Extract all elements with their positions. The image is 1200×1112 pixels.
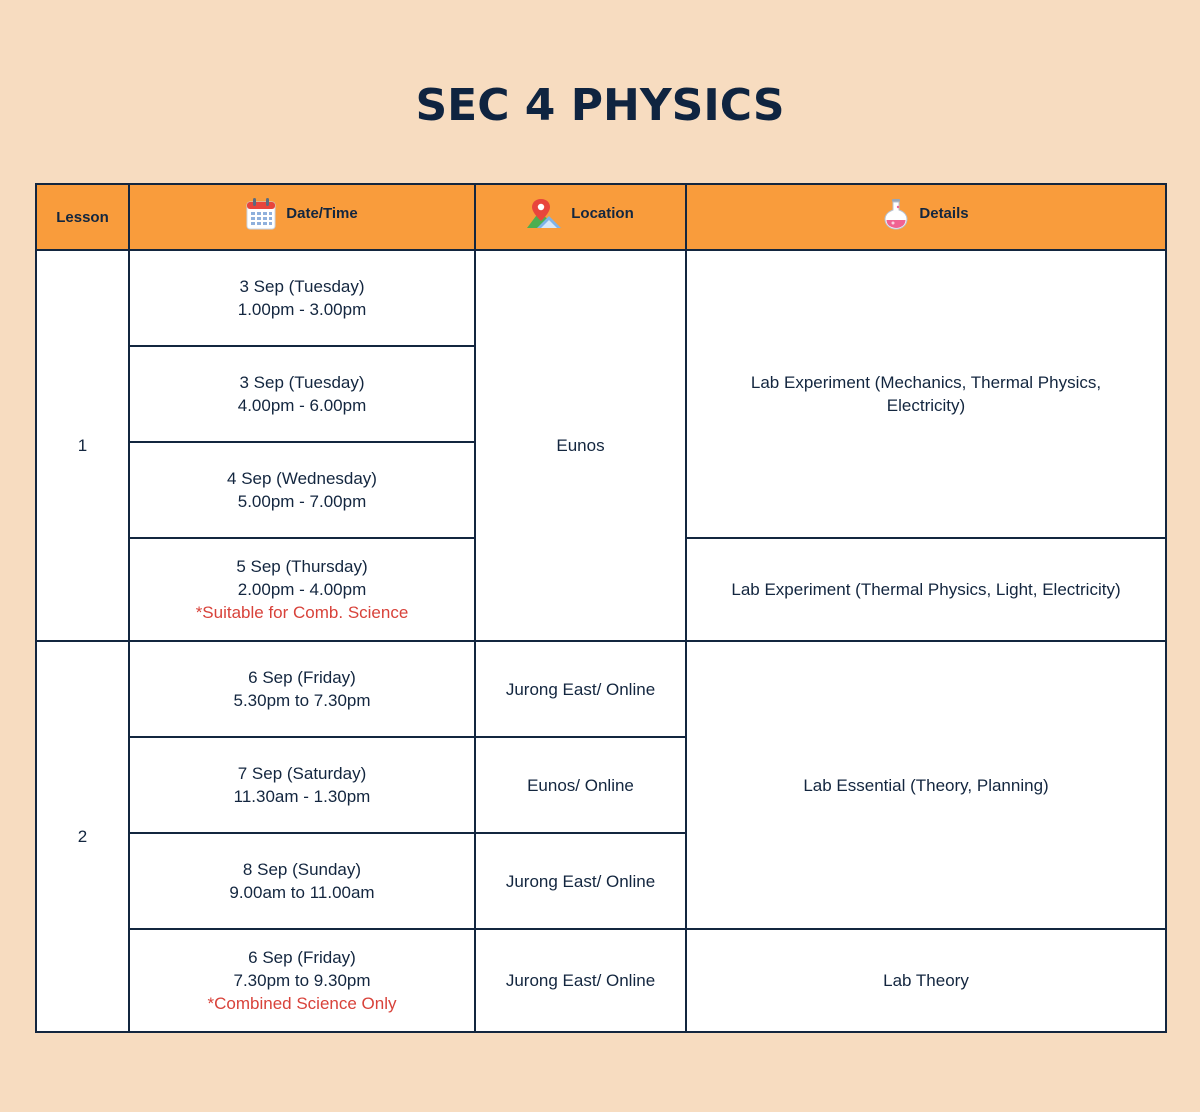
- session-location: Jurong East/ Online: [475, 641, 686, 737]
- header-lesson: [36, 184, 129, 250]
- session-date: 6 Sep (Friday): [248, 948, 356, 967]
- session-datetime: [129, 250, 475, 346]
- session-date: 5 Sep (Thursday): [236, 557, 368, 576]
- session-location: Jurong East/ Online: [475, 833, 686, 929]
- header-datetime-label: Date/Time: [286, 205, 358, 222]
- session-details: [686, 250, 1166, 538]
- session-datetime: [129, 346, 475, 442]
- session-date: 4 Sep (Wednesday): [227, 469, 377, 488]
- session-details: [686, 929, 1166, 1032]
- session-date: 3 Sep (Tuesday): [239, 373, 365, 392]
- session-details: [686, 538, 1166, 641]
- session-datetime: [129, 442, 475, 538]
- header-details-label: Details: [919, 205, 969, 222]
- table-row: [36, 641, 1166, 737]
- header-lesson-label: Lesson: [56, 208, 109, 226]
- session-details: [686, 641, 1166, 929]
- session-time: 5.00pm - 7.00pm: [237, 492, 367, 511]
- session-time: 7.30pm to 9.30pm: [233, 971, 371, 990]
- session-time: 1.00pm - 3.00pm: [237, 300, 367, 319]
- session-time: 11.30am - 1.30pm: [233, 787, 371, 806]
- header-datetime: [129, 184, 475, 250]
- header-details: [686, 184, 1166, 250]
- table-row: [36, 929, 1166, 1032]
- session-time: 2.00pm - 4.00pm: [237, 580, 367, 599]
- session-date: 6 Sep (Friday): [248, 668, 356, 687]
- lesson-number: 1: [36, 250, 129, 641]
- session-datetime: [129, 833, 475, 929]
- page-title: SEC 4 PHYSICS: [415, 80, 785, 131]
- lesson-number: 2: [36, 641, 129, 1032]
- session-datetime: [129, 929, 475, 1032]
- schedule-table: [35, 183, 1167, 1033]
- session-time: 9.00am to 11.00am: [229, 883, 375, 902]
- header-location-label: Location: [571, 205, 634, 222]
- details-text: Lab Essential (Theory, Planning): [803, 775, 1049, 795]
- calendar-icon: [246, 198, 276, 230]
- map-location-icon: [527, 198, 561, 230]
- session-location: Eunos/ Online: [475, 737, 686, 833]
- session-location: Eunos: [475, 250, 686, 641]
- session-note: *Combined Science Only: [207, 994, 397, 1013]
- session-time: 5.30pm to 7.30pm: [233, 691, 371, 710]
- header-row: [36, 184, 1166, 250]
- session-date: 7 Sep (Saturday): [237, 764, 367, 783]
- header-location: [475, 184, 686, 250]
- session-time: 4.00pm - 6.00pm: [237, 396, 367, 415]
- table-row: [36, 250, 1166, 346]
- details-text: Lab Experiment (Mechanics, Thermal Physics, Electricity): [750, 373, 1102, 415]
- details-text: Lab Experiment (Thermal Physics, Light, Electricity): [731, 580, 1121, 599]
- session-datetime: [129, 538, 475, 641]
- details-text: Lab Theory: [883, 971, 969, 990]
- session-note: *Suitable for Comb. Science: [195, 603, 409, 622]
- session-datetime: [129, 641, 475, 737]
- session-location: Jurong East/ Online: [475, 929, 686, 1032]
- chemistry-flask-icon: [883, 198, 909, 230]
- session-datetime: [129, 737, 475, 833]
- session-date: 8 Sep (Sunday): [242, 860, 362, 879]
- session-date: 3 Sep (Tuesday): [239, 277, 365, 296]
